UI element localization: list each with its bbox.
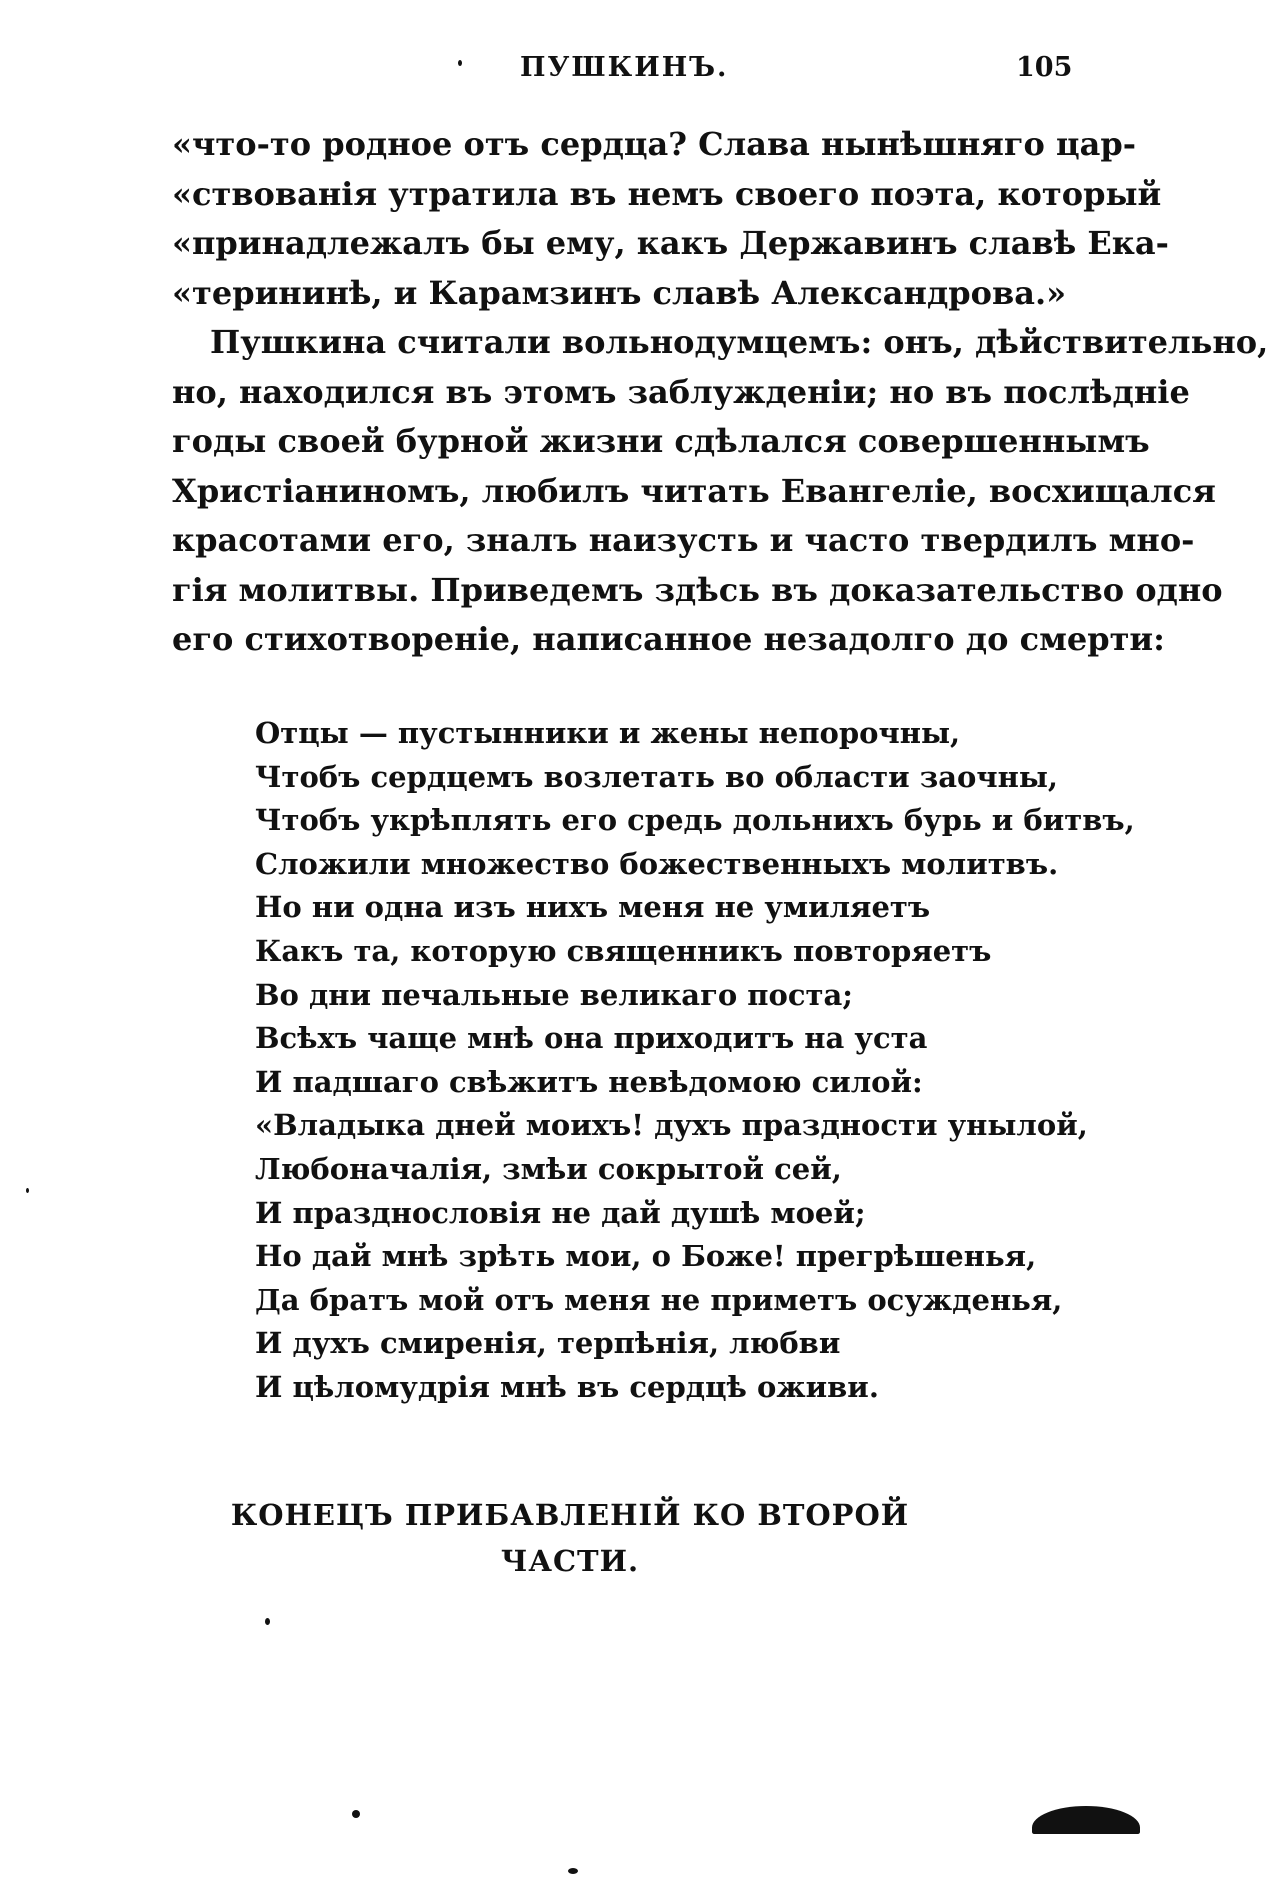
poem-line: Чтобъ сердцемъ возлетать во области заочны, <box>255 759 1059 794</box>
poem-line: И духъ смиренія, терпѣнія, любви <box>255 1326 841 1361</box>
poem-line: Но дай мнѣ зрѣть мои, о Боже! прегрѣшенья, <box>255 1239 1037 1274</box>
prose-line: гія молитвы. Приведемъ здѣсь въ доказательство одно <box>172 570 1223 609</box>
prose-line: но, находился въ этомъ заблужденіи; но въ послѣдніе <box>172 372 1190 411</box>
closing-line: КОНЕЦЪ ПРИБАВЛЕНІЙ КО ВТОРОЙ <box>230 1498 910 1532</box>
poem-line: И цѣломудрія мнѣ въ сердцѣ оживи. <box>255 1369 879 1404</box>
poem-line: Чтобъ укрѣплять его средь дольнихъ бурь и битвъ, <box>255 803 1135 838</box>
prose-paragraphs <box>172 120 1268 665</box>
closing-line: ЧАСТИ. <box>500 1544 640 1578</box>
prose-line: «ствованія утратила въ немъ своего поэта, который <box>172 174 1162 213</box>
prose-line: его стихотвореніе, написанное незадолго до смерти: <box>172 620 1165 658</box>
running-title: ПУШКИНЪ. <box>520 52 729 83</box>
prose-line: «что-то родное отъ сердца? Слава нынѣшняго цар- <box>172 125 1137 163</box>
poem-line: Любоначалія, змѣи сокрытой сей, <box>255 1151 842 1186</box>
poem-line: Какъ та, которую священникъ повторяетъ <box>255 933 992 968</box>
page-corner-ornament <box>1032 1806 1140 1834</box>
page-number: 105 <box>1016 52 1073 83</box>
poem-line: Но ни одна изъ нихъ меня не умиляетъ <box>255 890 931 925</box>
poem-line: Всѣхъ чаще мнѣ она приходитъ на уста <box>255 1021 928 1056</box>
poem-line: И падшаго свѣжитъ невѣдомою силой: <box>255 1064 923 1099</box>
prose-line: «принадлежалъ бы ему, какъ Державинъ славѣ Ека- <box>172 224 1169 262</box>
ink-speck <box>352 1810 360 1818</box>
ink-speck <box>458 60 462 66</box>
prose-line: красотами его, зналъ наизусть и часто твердилъ мно- <box>172 521 1195 559</box>
poem-line: Да братъ мой отъ меня не приметъ осужденья, <box>255 1282 1063 1317</box>
ink-speck <box>265 1618 270 1625</box>
prose-line: годы своей бурной жизни сдѣлался совершеннымъ <box>172 422 1150 460</box>
ink-speck <box>568 1868 578 1874</box>
poem <box>255 712 1135 1410</box>
prose-line: Пушкина считали вольнодумцемъ: онъ, дѣйствительно, <box>210 323 1268 361</box>
poem-line: Отцы — пустынники и жены непорочны, <box>255 716 961 750</box>
ink-speck <box>26 1188 29 1193</box>
poem-line: Во дни печальные великаго поста; <box>255 977 853 1012</box>
poem-line: «Владыка дней моихъ! духъ праздности унылой, <box>255 1108 1088 1143</box>
poem-line: Сложили множество божественныхъ молитвъ. <box>255 846 1059 881</box>
poem-line: И празднословія не дай душѣ моей; <box>255 1195 866 1230</box>
running-head <box>0 52 1140 92</box>
prose-line: «терининѣ, и Карамзинъ славѣ Александрова.» <box>172 273 1067 312</box>
closing-heading <box>0 1492 1140 1584</box>
prose-line: Христіаниномъ, любилъ читать Евангеліе, восхищался <box>172 471 1216 510</box>
